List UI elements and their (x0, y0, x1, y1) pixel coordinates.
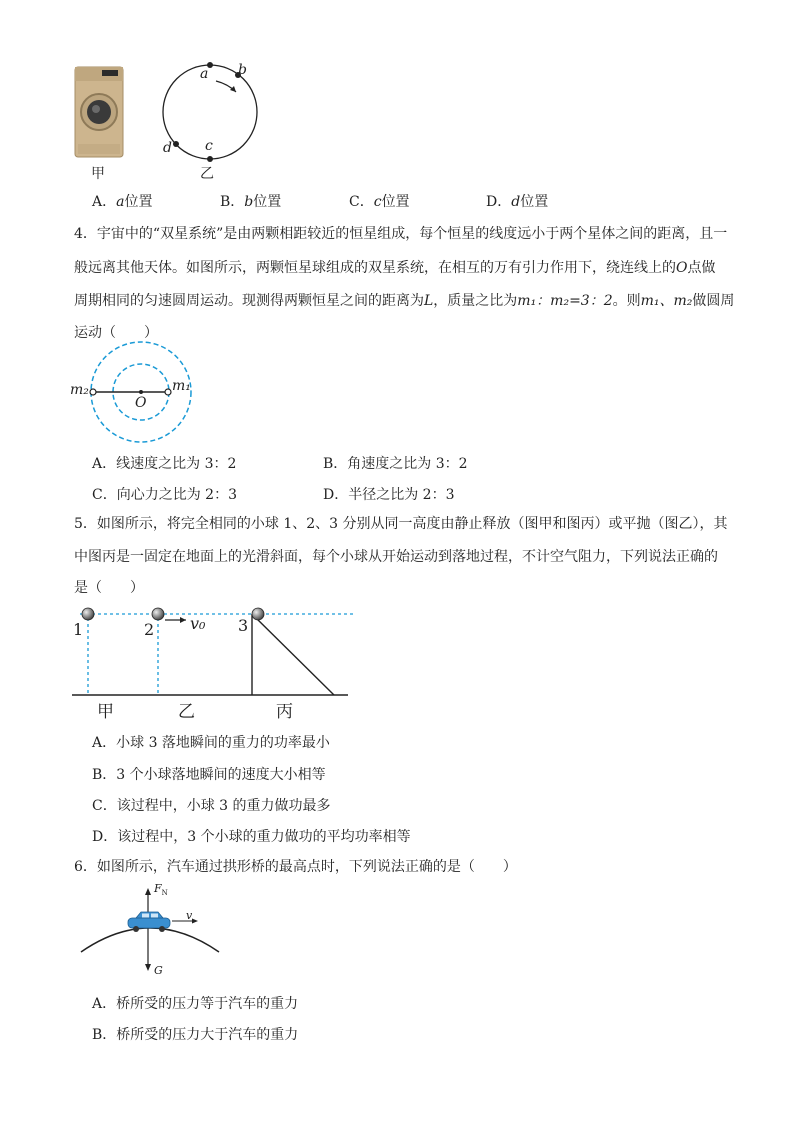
q4-option-d[interactable]: D．半径之比为 2：3 (323, 487, 455, 503)
q6-option-b[interactable]: B．桥所受的压力大于汽车的重力 (92, 1027, 299, 1043)
label-ball-2: 2 (144, 620, 155, 639)
label-jia: 甲 (97, 702, 114, 722)
figure-label-jia: 甲 (91, 166, 105, 182)
q3-option-a[interactable]: A．a位置 (92, 194, 153, 210)
label-a: a (200, 66, 209, 82)
arch-bridge-diagram (78, 884, 228, 980)
label-ball-3: 3 (238, 616, 249, 635)
q6-stem: 6．如图所示，汽车通过拱形桥的最高点时，下列说法正确的是（ ） (74, 859, 517, 875)
ball-1 (82, 608, 94, 620)
washing-machine-image (74, 66, 124, 158)
q4-option-c[interactable]: C．向心力之比为 2：3 (92, 487, 237, 503)
q3-option-b[interactable]: B．b位置 (220, 194, 282, 210)
q5-option-b[interactable]: B．3 个小球落地瞬间的速度大小相等 (92, 767, 326, 783)
bridge-arch (81, 928, 219, 952)
label-v0: v₀ (190, 614, 206, 633)
point-c-dot (207, 156, 213, 162)
falling-balls-diagram (70, 600, 360, 700)
q5-stem-line-3: 是（ ） (74, 580, 144, 596)
center-o (139, 390, 143, 394)
star-m2 (90, 389, 96, 395)
figure-label-yi: 乙 (200, 166, 214, 182)
q4-stem-line-3: 周期相同的匀速圆周运动。现测得两颗恒星之间的距离为L，质量之比为m₁：m₂=3：2。则m₁、m₂做圆周 (74, 293, 735, 309)
label-d: d (163, 140, 172, 156)
label-fn: $F_N$ (154, 882, 168, 898)
label-g: G (154, 964, 163, 977)
label-c: c (205, 138, 213, 154)
q5-stem-line-2: 中图丙是一固定在地面上的光滑斜面，每个小球从开始运动到落地过程，不计空气阻力，下列说法正确的 (74, 549, 718, 565)
q5-option-d[interactable]: D．该过程中，3 个小球的重力做功的平均功率相等 (92, 829, 411, 845)
q4-stem-line-2: 般远离其他天体。如图所示，两颗恒星球组成的双星系统，在相互的万有引力作用下，绕连线上的O点做 (74, 260, 716, 276)
label-o: O (135, 395, 147, 411)
q3-option-c[interactable]: C．c位置 (349, 194, 410, 210)
q3-option-d[interactable]: D．d位置 (486, 194, 549, 210)
q4-stem-line-4: 运动（ ） (74, 325, 158, 341)
q4-option-a[interactable]: A．线速度之比为 3：2 (92, 456, 237, 472)
q6-option-a[interactable]: A．桥所受的压力等于汽车的重力 (92, 996, 299, 1012)
q5-option-a[interactable]: A．小球 3 落地瞬间的重力的功率最小 (92, 735, 330, 751)
ball-3 (252, 608, 264, 620)
q4-stem-line-1: 4．宇宙中的“双星系统”是由两颗相距较近的恒星组成，每个恒星的线度远小于两个星体之间的距离，且一 (74, 226, 728, 242)
label-b: b (238, 62, 247, 78)
label-v: v (186, 909, 193, 922)
label-m1: m₁ (172, 378, 191, 394)
point-d-dot (173, 141, 179, 147)
q5-option-c[interactable]: C．该过程中，小球 3 的重力做功最多 (92, 798, 331, 814)
label-bing: 丙 (276, 702, 293, 722)
q4-option-b[interactable]: B．角速度之比为 3：2 (323, 456, 468, 472)
incline-slope (252, 614, 334, 695)
label-m2: m₂ (70, 382, 89, 398)
label-yi: 乙 (178, 702, 195, 722)
q5-stem-line-1: 5．如图所示，将完全相同的小球 1、2、3 分别从同一高度由静止释放（图甲和图丙）或平抛（图乙），其 (74, 516, 728, 532)
ball-2 (152, 608, 164, 620)
star-m1 (165, 389, 171, 395)
label-ball-1: 1 (73, 620, 84, 639)
car-icon (128, 912, 170, 932)
